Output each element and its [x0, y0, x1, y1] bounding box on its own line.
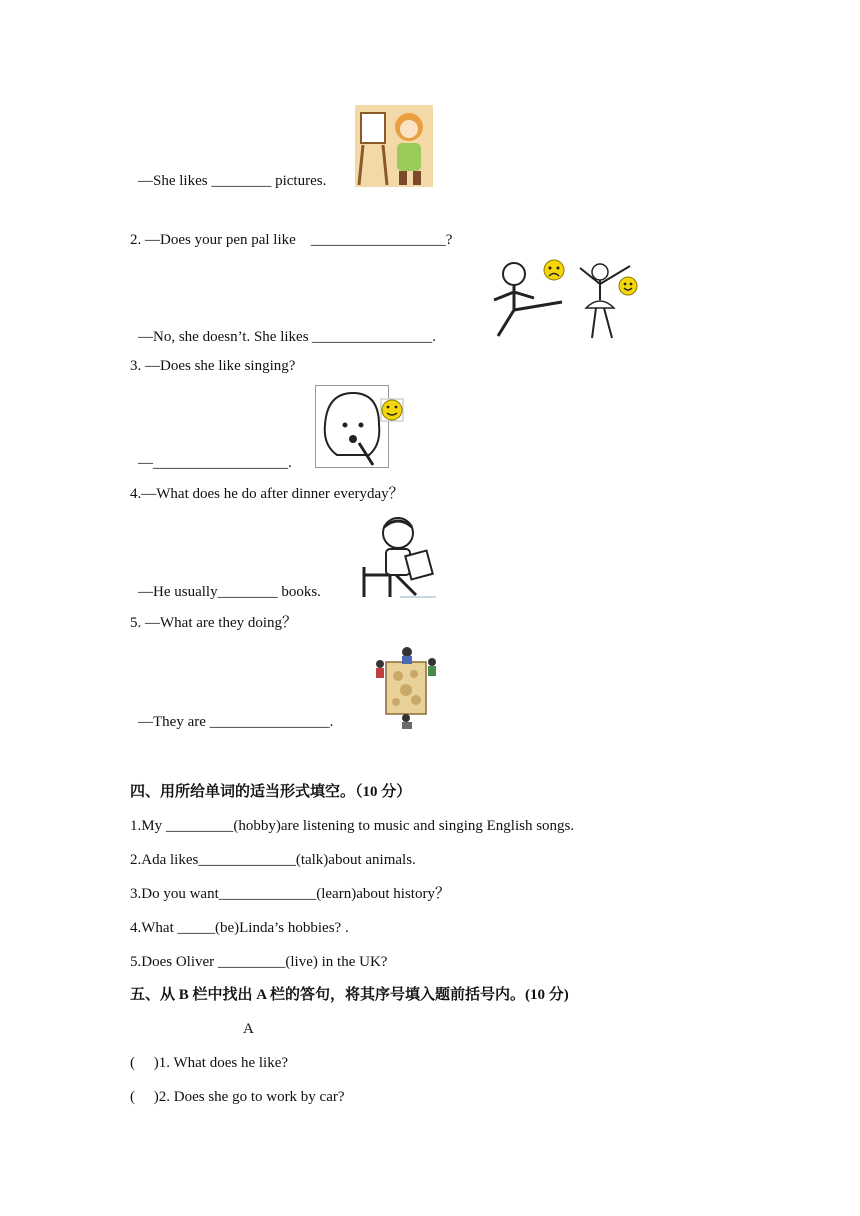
section4-heading: 四、用所给单词的适当形式填空。（10 分） — [130, 784, 412, 800]
item3-question: 3. —Does she like singing? — [130, 358, 296, 374]
people-around-table-icon — [372, 644, 442, 730]
section5-heading: 五、从 B 栏中找出 A 栏的答句，将其序号填入题前括号内。(10 分) — [130, 987, 569, 1003]
section4-item-5: 5.Does Oliver _________(live) in the UK? — [130, 954, 388, 970]
item2-answer: —No, she doesn’t. She likes ________________. — [138, 329, 437, 345]
item4-question: 4.—What does he do after dinner everyday？ — [130, 486, 404, 502]
girl-dancing-icon — [572, 258, 644, 342]
item5-question: 5. —What are they doing？ — [130, 615, 298, 631]
section4-item-4: 4.What _____(be)Linda’s hobbies? . — [130, 920, 349, 936]
section5-item-1: ( )1. What does he like? — [130, 1055, 289, 1071]
girl-painting-icon — [355, 105, 433, 187]
item5-answer: —They are ________________. — [138, 714, 334, 730]
column-a-label: A — [243, 1021, 254, 1037]
section4-item-3: 3.Do you want_____________(learn)about history？ — [130, 886, 450, 902]
section4-item-2: 2.Ada likes_____________(talk)about animals. — [130, 852, 416, 868]
item3-answer: —__________________. — [138, 455, 292, 471]
boy-reading-icon — [360, 515, 438, 599]
item2-question: 2. —Does your pen pal like __________________? — [130, 232, 453, 248]
girl-singing-icon — [315, 385, 407, 469]
section4-item-1: 1.My _________(hobby)are listening to music and singing English songs. — [130, 818, 575, 834]
boy-kicking-icon — [486, 258, 568, 342]
section5-item-2: ( )2. Does she go to work by car? — [130, 1089, 345, 1105]
item1-answer: —She likes ________ pictures. — [138, 173, 327, 189]
item4-answer: —He usually________ books. — [138, 584, 321, 600]
